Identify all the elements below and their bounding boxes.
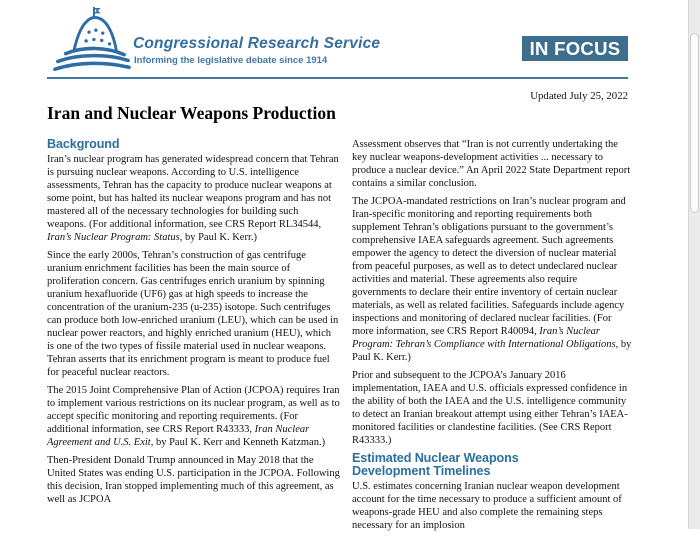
paragraph-left-3: The 2015 Joint Comprehensive Plan of Action (JCPOA) requires Iran to implement various restrictions on its nuclear program, as well as to accept specific monitoring and reporting requirements. (For additional information, see CRS Report R43333, Iran Nuclear Agreement and U.S. Exit, by Paul K. Kerr and Kenneth Katzman.): [47, 385, 340, 448]
capitol-dome-icon: [50, 4, 132, 79]
right-column: [352, 138, 632, 537]
updated-date: Updated July 25, 2022: [530, 90, 628, 102]
paragraph-right-4: U.S. estimates concerning Iranian nuclear weapon development account for the time necessary to produce a sufficient amount of weapons-grade HEU and also complete the remaining steps necessary for an implosion: [352, 481, 622, 531]
paragraph-left-4: Then-President Donald Trump announced in May 2018 that the United States was ending U.S. participation in the JCPOA. Following this decision, Iran stopped implementing much of this agreement, as well as JCPOA: [47, 455, 340, 505]
paragraph-right-3: Prior and subsequent to the JCPOA’s January 2016 implementation, IAEA and U.S. officials expressed confidence in the ability of both the IAEA and the U.S. intelligence community to detect an Iranian breakout attempt using either Tehran’s IAEA-monitored facilities or clandestine facilities. (See CRS Report R43333.): [352, 370, 628, 446]
paragraph-right-1: Assessment observes that “Iran is not currently undertaking the key nuclear weapons-development activities ... necessary to produce a nuclear device.” An April 2022 State Department report contains a similar conclusion.: [352, 139, 631, 189]
section-heading-background: Background: [47, 137, 120, 151]
paragraph-left-1: Iran’s nuclear program has generated widespread concern that Tehran is pursuing nuclear weapons. According to U.S. intelligence assessments, Tehran has the capacity to produce nuclear weapons at some point, but has halted its nuclear weapons program and has not mastered all of the necessary technologies for building such weapons. (For additional information, see CRS Report RL34544, Iran’s Nuclear Program: Status, by Paul K. Kerr.): [47, 154, 339, 243]
scrollbar-thumb[interactable]: [690, 33, 699, 213]
document-title: Iran and Nuclear Weapons Production: [47, 103, 336, 123]
in-focus-badge: IN FOCUS: [522, 36, 628, 61]
header-divider: [47, 77, 628, 79]
paragraph-left-2: Since the early 2000s, Tehran’s construction of gas centrifuge uranium enrichment facilities has been the main source of proliferation concern. Gas centrifuges enrich uranium by spinning uranium hexafluoride (UF6) gas at high speeds to increase the concentration of the uranium-235 (u-235) isotope. Such centrifuges can produce both low-enriched uranium (LEU), which can be used in nuclear power reactors, and highly enriched uranium (HEU), which is one of the two types of fissile material used in nuclear weapons. Tehran asserts that its enrichment program is meant to produce fuel for peaceful nuclear reactors.: [47, 250, 339, 378]
left-column: [47, 138, 340, 511]
org-name: Congressional Research Service: [133, 35, 381, 52]
scrollbar-track[interactable]: [688, 0, 700, 529]
section-heading-timelines: Estimated Nuclear Weapons Development Timelines: [352, 451, 519, 478]
org-tagline: Informing the legislative debate since 1914: [134, 55, 328, 66]
paragraph-right-2: The JCPOA-mandated restrictions on Iran’s nuclear program and Iran-specific monitoring and reporting requirements both supplement Tehran’s obligations pursuant to the government’s comprehensive IAEA safeguards agreement. Such agreements empower the agency to detect the diversion of nuclear material from peaceful purposes, as well as to detect undeclared nuclear activities and material. These agreements also require governments to declare their entire inventory of certain nuclear materials, as well as related facilities. Safeguards include agency inspections and monitoring of declared nuclear facilities. (For more information, see CRS Report R40094, Iran’s Nuclear Program: Tehran’s Compliance with International Obligations, by Paul K. Kerr.): [352, 196, 632, 363]
